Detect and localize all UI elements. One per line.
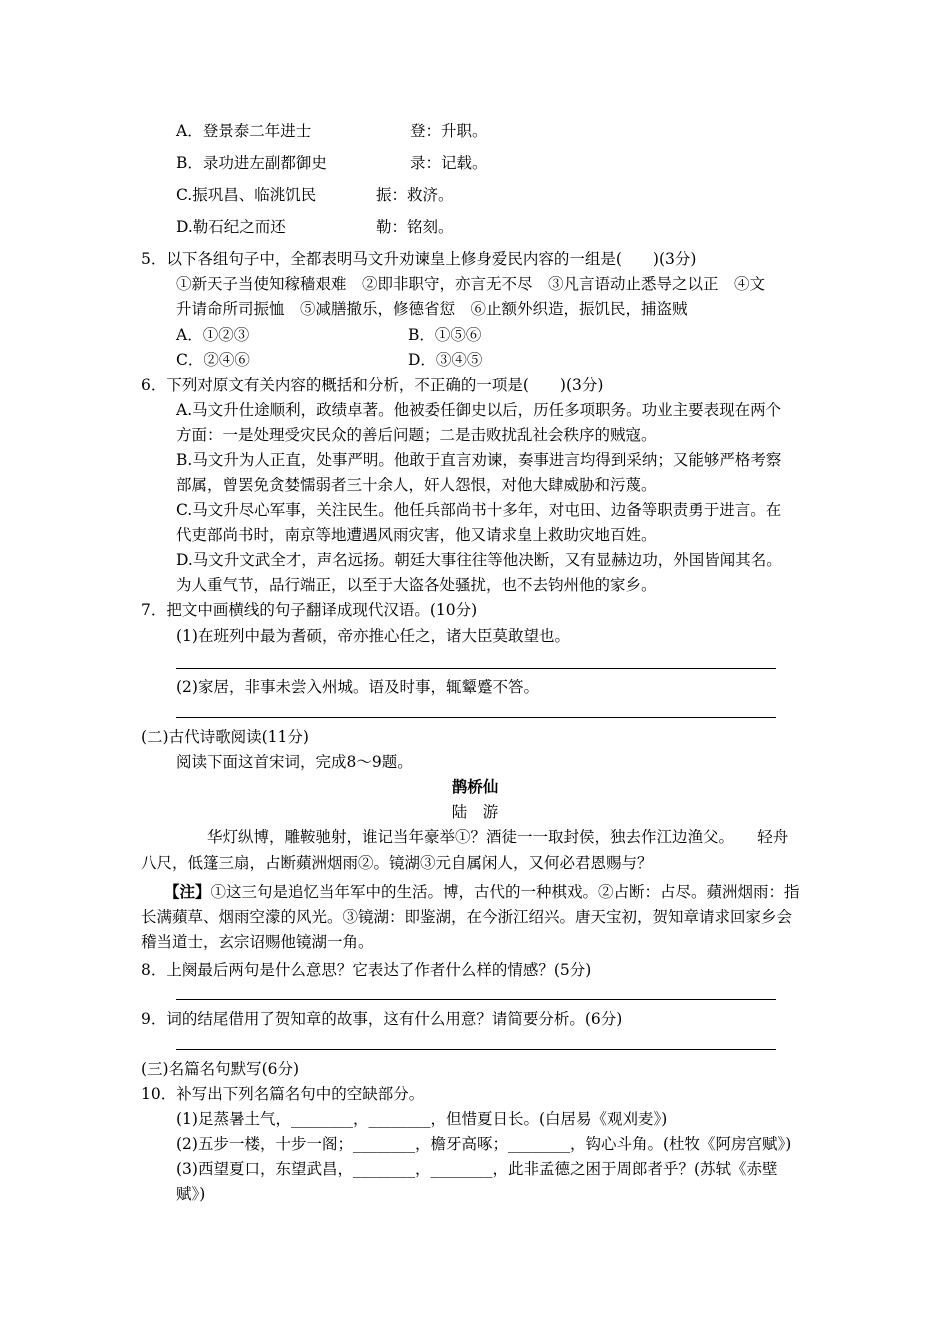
q4-option-c-note: 振：救济。 [376,186,454,204]
answer-line[interactable] [176,668,776,669]
q4-option-d-text: D.勒石纪之而还 [176,218,286,236]
q6-line: 方面：一是处理受灾民众的善后问题；二是击败扰乱社会秩序的贼寇。 [176,426,657,444]
answer-line[interactable] [176,1049,776,1050]
section-2-title: (二)古代诗歌阅读(11分) [141,728,309,746]
q4-option-a-note: 登：升职。 [410,122,488,140]
q4-option-c-text: C.振巩昌、临洮饥民 [176,186,317,204]
section-3-title: (三)名篇名句默写(6分) [141,1060,300,1078]
q10-line-3: (3)西望夏口，东望武昌，________，________，此非孟德之困于周郎者乎？(苏轼《赤壁 [176,1160,778,1178]
q10-line-4: 赋》) [176,1185,206,1203]
note-text: ①这三句是追忆当年军中的生活。博，古代的一种棋戏。②占断：占尽。蘋洲烟雨：指 [210,883,800,901]
q6-stem: 6．下列对原文有关内容的概括和分析，不正确的一项是( )(3分) [141,376,604,394]
q4-option-b-text: B．录功进左副都御史 [176,154,327,172]
q7-sentence-2: (2)家居，非事未尝入州城。语及时事，辄颦蹙不答。 [176,678,539,696]
q10-line-2: (2)五步一楼，十步一阁；________，檐牙高啄；________，钩心斗角。(杜牧《阿房宫赋》) [176,1135,792,1153]
q7-stem: 7．把文中画横线的句子翻译成现代汉语。(10分) [141,601,478,619]
poem-note-line-1 [164,882,800,902]
q5-items-line2: 升请命所司振恤 ⑤减膳撤乐，修德省愆 ⑥止额外织造，振饥民，捕盗贼 [176,300,688,318]
q4-option-a [176,121,488,141]
q5-option-b: B．①⑤⑥ [408,326,482,344]
note-label: 【注】 [164,882,211,901]
q6-line: D.马文升文武全才，声名远扬。朝廷大事往往等他决断，又有显赫边功，外国皆闻其名。 [176,551,782,569]
q10-stem: 10．补写出下列名篇名句中的空缺部分。 [141,1085,425,1103]
q10-line-1: (1)足蒸暑土气，________，________，但惜夏日长。(白居易《观刈麦》) [176,1110,668,1128]
q5-items-line1: ①新天子当使知稼穑艰难 ②即非职守，亦言无不尽 ③凡言语动止悉导之以正 ④文 [176,275,766,293]
q6-line: B.马文升为人正直，处事严明。他敢于直言劝谏，奏事进言均得到采纳；又能够严格考察 [176,451,782,469]
q4-option-d [176,217,454,237]
q6-line: 部属，曾罢免贪婪懦弱者三十余人，奸人怨恨，对他大肆威胁和污蔑。 [176,476,657,494]
q4-option-d-note: 勒：铭刻。 [376,218,454,236]
q9-stem: 9．词的结尾借用了贺知章的故事，这有什么用意？请简要分析。(6分) [141,1010,623,1028]
poem-note-line-3: 稽当道士，玄宗诏赐他镜湖一角。 [141,933,374,951]
q4-option-a-text: A．登景泰二年进士 [176,122,312,140]
q4-option-c [176,185,454,205]
q7-sentence-1: (1)在班列中最为耆硕，帝亦推心任之，诸大臣莫敢望也。 [176,627,570,645]
q5-stem: 5．以下各组句子中，全都表明马文升劝谏皇上修身爱民内容的一组是( )(3分) [141,250,697,268]
q4-option-b-note: 录：记载。 [410,154,488,172]
poem-line-1: 华灯纵博，雕鞍驰射，谁记当年豪举①？酒徒一一取封侯，独去作江边渔父。 轻舟 [207,828,789,846]
answer-line[interactable] [176,999,776,1000]
q5-option-d: D．③④⑤ [408,351,483,369]
q6-line: C.马文升尽心军事，关注民生。他任兵部尚书十多年，对屯田、边备等职责勇于进言。在 [176,501,782,519]
q6-line: 代吏部尚书时，南京等地遭遇风雨灾害，他又请求皇上救助灾地百姓。 [176,526,657,544]
poem-author: 陆 游 [451,803,499,821]
q6-line: 为人重气节，品行端正，以至于大盗各处骚扰，也不去钧州他的家乡。 [176,576,657,594]
q6-line: A.马文升仕途顺利，政绩卓著。他被委任御史以后，历任多项职务。功业主要表现在两个 [176,401,782,419]
poem-line-2: 八尺，低篷三扇，占断蘋洲烟雨②。镜湖③元自属闲人，又何必君恩赐与？ [141,854,653,872]
q4-option-b [176,153,488,173]
q5-option-c: C．②④⑥ [176,351,250,369]
answer-line[interactable] [176,717,776,718]
q8-stem: 8．上阕最后两句是什么意思？它表达了作者什么样的情感？(5分) [141,961,592,979]
section-2-intro: 阅读下面这首宋词，完成8～9题。 [176,753,413,771]
q5-option-a: A．①②③ [176,326,250,344]
poem-title: 鹊桥仙 [451,777,499,796]
poem-note-line-2: 长满蘋草、烟雨空濛的风光。③镜湖：即鉴湖，在今浙江绍兴。唐天宝初，贺知章请求回家乡会 [141,908,793,926]
